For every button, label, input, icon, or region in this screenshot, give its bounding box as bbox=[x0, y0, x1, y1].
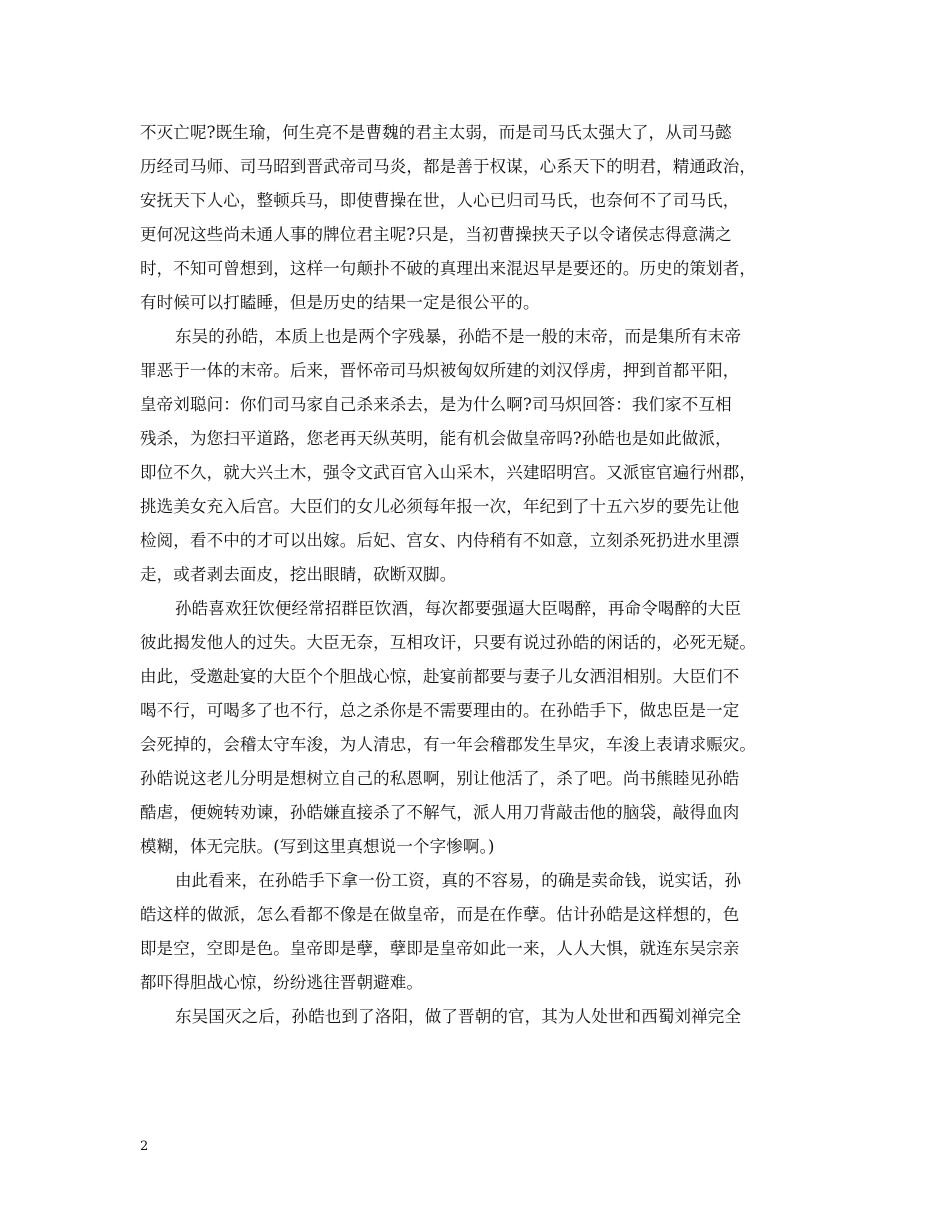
text-line: 孙皓喜欢狂饮便经常招群臣饮酒，每次都要强逼大臣喝醉，再命令喝醉的大臣 bbox=[175, 599, 742, 618]
text-line: 安抚天下人心，整顿兵马，即使曹操在世，人心已归司马氏，也奈何不了司马氏， bbox=[140, 191, 740, 210]
text-line: 即位不久，就大兴土木，强令文武百官入山采木，兴建昭明宫。又派宦官遍行州郡， bbox=[140, 463, 757, 482]
text-line: 彼此揭发他人的过失。大臣无奈，互相攻讦，只要有说过孙皓的闲话的，必死无疑。 bbox=[140, 633, 757, 652]
text-line: 皓这样的做派，怎么看都不像是在做皇帝，而是在作孽。估计孙皓是这样想的，色 bbox=[140, 905, 740, 924]
text-line: 东吴的孙皓，本质上也是两个字残暴，孙皓不是一般的末帝，而是集所有末帝 bbox=[175, 327, 742, 346]
text-line: 由此，受邀赴宴的大臣个个胆战心惊，赴宴前都要与妻子儿女洒泪相别。大臣们不 bbox=[140, 667, 740, 686]
text-line: 东吴国灭之后，孙皓也到了洛阳，做了晋朝的官，其为人处世和西蜀刘禅完全 bbox=[175, 1007, 742, 1026]
text-line: 孙皓说这老儿分明是想树立自己的私恩啊，别让他活了，杀了吧。尚书熊睦见孙皓 bbox=[140, 769, 740, 788]
page-number: 2 bbox=[140, 1139, 149, 1154]
text-line: 即是空，空即是色。皇帝即是孽，孽即是皇帝如此一来，人人大惧，就连东吴宗亲 bbox=[140, 939, 740, 958]
text-line: 历经司马师、司马昭到晋武帝司马炎，都是善于权谋，心系天下的明君，精通政治， bbox=[140, 157, 757, 176]
text-line: 更何况这些尚未通人事的牌位君主呢?只是，当初曹操挟天子以令诸侯志得意满之 bbox=[140, 225, 732, 244]
text-line: 酷虐，便婉转劝谏，孙皓嫌直接杀了不解气，派人用刀背敲击他的脑袋，敲得血肉 bbox=[140, 803, 740, 822]
body-text bbox=[140, 116, 820, 1034]
text-line: 会死掉的，会稽太守车浚，为人清忠，有一年会稽郡发生旱灾，车浚上表请求赈灾。 bbox=[140, 735, 757, 754]
text-line: 模糊，体无完肤。(写到这里真想说一个字惨啊。) bbox=[140, 837, 495, 856]
text-line: 不灭亡呢?既生瑜，何生亮不是曹魏的君主太弱，而是司马氏太强大了，从司马懿 bbox=[140, 123, 732, 142]
text-line: 挑选美女充入后宫。大臣们的女儿必须每年报一次，年纪到了十五六岁的要先让他 bbox=[140, 497, 740, 516]
text-line: 皇帝刘聪问：你们司马家自己杀来杀去，是为什么啊?司马炽回答：我们家不互相 bbox=[140, 395, 732, 414]
text-line: 走，或者剥去面皮，挖出眼睛，砍断双脚。 bbox=[140, 565, 457, 584]
text-line: 有时候可以打瞌睡，但是历史的结果一定是很公平的。 bbox=[140, 293, 540, 312]
text-line: 都吓得胆战心惊，纷纷逃往晋朝避难。 bbox=[140, 973, 424, 992]
text-line: 喝不行，可喝多了也不行，总之杀你是不需要理由的。在孙皓手下，做忠臣是一定 bbox=[140, 701, 740, 720]
text-line: 时，不知可曾想到，这样一句颠扑不破的真理出来混迟早是要还的。历史的策划者， bbox=[140, 259, 757, 278]
text-line: 残杀，为您扫平道路，您老再天纵英明，能有机会做皇帝吗?孙皓也是如此做派， bbox=[140, 429, 732, 448]
text-line: 由此看来，在孙皓手下拿一份工资，真的不容易，的确是卖命钱，说实话，孙 bbox=[175, 871, 742, 890]
text-line: 罪恶于一体的末帝。后来，晋怀帝司马炽被匈奴所建的刘汉俘虏，押到首都平阳， bbox=[140, 361, 740, 380]
text-line: 检阅，看不中的才可以出嫁。后妃、宫女、内侍稍有不如意，立刻杀死扔进水里漂 bbox=[140, 531, 740, 550]
